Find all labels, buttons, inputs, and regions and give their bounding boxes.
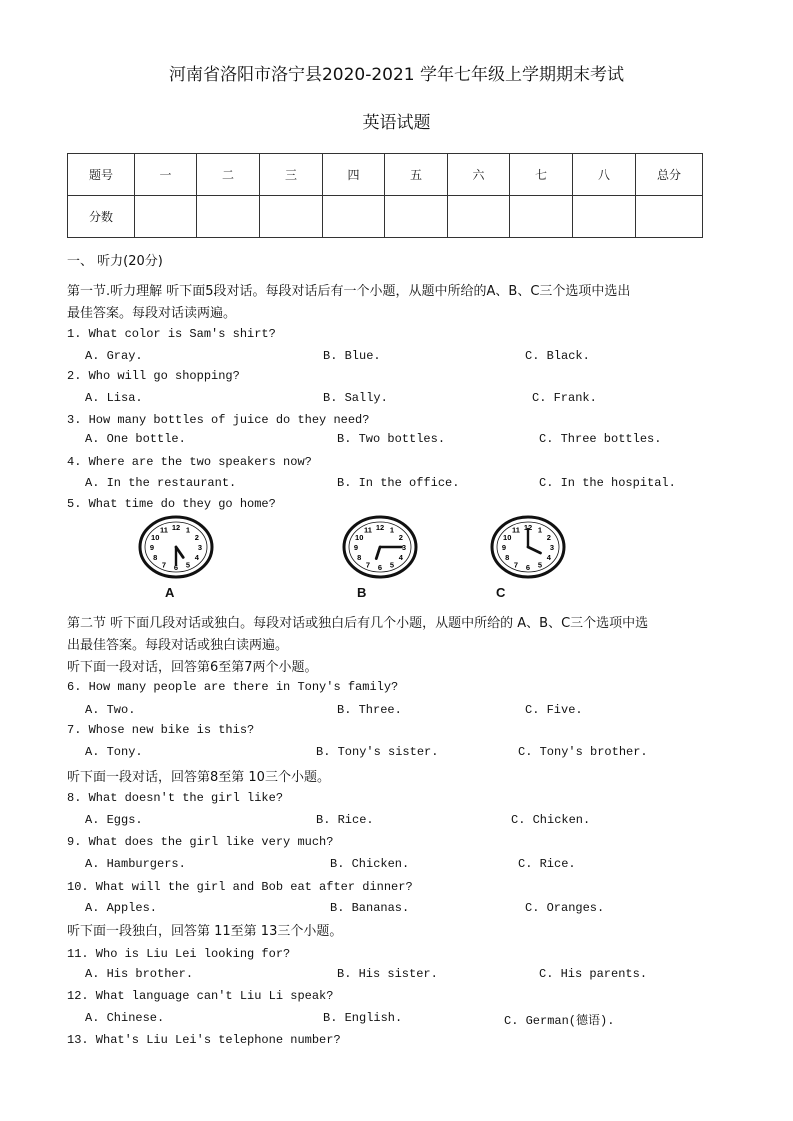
- score-input-cell: [573, 196, 636, 238]
- score-input-cell: [197, 196, 260, 238]
- clock-numeral: 4: [398, 553, 403, 562]
- option-2b: B. Sally.: [323, 391, 388, 405]
- clock-hour-hand: [376, 547, 380, 559]
- question-3: 3. How many bottles of juice do they need?: [67, 413, 370, 427]
- option-9c: C. Rice.: [518, 857, 576, 871]
- clock-numeral: 12: [375, 523, 385, 532]
- clock-numeral: 9: [149, 543, 155, 552]
- score-input-cell: [385, 196, 448, 238]
- score-header-cell: 总分: [636, 154, 703, 196]
- clock-c-icon: [488, 512, 568, 582]
- score-input-cell: [448, 196, 510, 238]
- option-4c: C. In the hospital.: [539, 476, 676, 490]
- clock-numeral: 9: [501, 543, 507, 552]
- score-input-cell: [260, 196, 323, 238]
- score-header-cell: 八: [573, 154, 636, 196]
- clock-numeral: 7: [513, 560, 519, 570]
- option-1b: B. Blue.: [323, 349, 381, 363]
- question-5: 5. What time do they go home?: [67, 497, 276, 511]
- score-header-cell: 题号: [68, 154, 135, 196]
- score-header-cell: 四: [323, 154, 385, 196]
- score-table-score-row: [68, 196, 703, 238]
- clock-numeral: 1: [389, 525, 395, 535]
- option-2c: C. Frank.: [532, 391, 597, 405]
- question-6: 6. How many people are there in Tony's family?: [67, 680, 399, 694]
- instructions-part2-line2: 出最佳答案。每段对话或独白读两遍。: [67, 638, 289, 653]
- clock-numeral: 12: [171, 523, 181, 532]
- clock-numeral: 11: [160, 525, 168, 535]
- clock-numeral: 11: [512, 525, 520, 535]
- score-header-cell: 七: [510, 154, 573, 196]
- option-8a: A. Eggs.: [85, 813, 143, 827]
- instructions-8-10: 听下面一段对话，回答第8至第 10三个小题。: [67, 770, 330, 785]
- option-10c: C. Oranges.: [525, 901, 605, 915]
- clock-numeral: 8: [357, 553, 362, 562]
- question-12: 12. What language can't Liu Li speak?: [67, 989, 334, 1003]
- instructions-part2-line1: 第二节 听下面几段对话或独白。每段对话或独白后有几个小题，从题中所给的 A、B、C三个选项中选: [67, 616, 649, 631]
- option-7b: B. Tony's sister.: [316, 745, 439, 759]
- option-8b: B. Rice.: [316, 813, 374, 827]
- instructions-11-13: 听下面一段独白，回答第 11至第 13三个小题。: [67, 924, 343, 939]
- score-input-cell: [510, 196, 573, 238]
- clock-numeral: 7: [365, 560, 371, 570]
- option-3b: B. Two bottles.: [337, 432, 446, 446]
- option-11a: A. His brother.: [85, 967, 194, 981]
- clock-numeral: 1: [537, 525, 543, 535]
- question-1: 1. What color is Sam's shirt?: [67, 327, 276, 341]
- score-row-label: 分数: [68, 196, 135, 238]
- clock-numeral: 2: [398, 533, 403, 542]
- option-4a: A. In the restaurant.: [85, 476, 237, 490]
- option-5c: C: [496, 585, 506, 600]
- option-4b: B. In the office.: [337, 476, 460, 490]
- option-5a: A: [165, 585, 175, 600]
- option-9b: B. Chicken.: [330, 857, 410, 871]
- option-3a: A. One bottle.: [85, 432, 186, 446]
- option-1c: C. Black.: [525, 349, 590, 363]
- option-5b: B: [357, 585, 367, 600]
- instructions-part1-line2: 最佳答案。每段对话读两遍。: [67, 306, 237, 321]
- option-1a: A. Gray.: [85, 349, 143, 363]
- clock-numeral: 5: [537, 560, 543, 570]
- option-7a: A. Tony.: [85, 745, 143, 759]
- clock-numeral: 6: [173, 563, 179, 572]
- score-header-cell: 二: [197, 154, 260, 196]
- section-heading: 一、 听力(20分): [67, 254, 163, 269]
- clock-numeral: 10: [355, 533, 364, 542]
- clock-numeral: 12: [523, 523, 533, 532]
- clock-numeral: 8: [153, 553, 158, 562]
- clock-numeral: 8: [505, 553, 510, 562]
- option-10a: A. Apples.: [85, 901, 158, 915]
- score-table-header-row: [68, 154, 703, 196]
- clock-numeral: 2: [194, 533, 199, 542]
- option-12b: B. English.: [323, 1011, 403, 1025]
- clock-numeral: 5: [389, 560, 395, 570]
- page-title: 河南省洛阳市洛宁县2020-2021 学年七年级上学期期末考试: [168, 65, 625, 85]
- instructions-part1-line1: 第一节.听力理解 听下面5段对话。每段对话后有一个小题，从题中所给的A、B、C三个选项中选出: [67, 284, 631, 299]
- clock-numeral: 3: [197, 543, 203, 552]
- score-header-cell: 五: [385, 154, 448, 196]
- option-6a: A. Two.: [85, 703, 136, 717]
- option-10b: B. Bananas.: [330, 901, 410, 915]
- clock-numeral: 6: [525, 563, 531, 572]
- clock-numeral: 3: [401, 543, 407, 552]
- clock-b-icon: [340, 512, 420, 582]
- instructions-6-7: 听下面一段对话，回答第6至第7两个小题。: [67, 660, 318, 675]
- clock-numeral: 7: [161, 560, 167, 570]
- clock-numeral: 2: [546, 533, 551, 542]
- score-table: [67, 153, 703, 238]
- option-3c: C. Three bottles.: [539, 432, 662, 446]
- question-10: 10. What will the girl and Bob eat after dinner?: [67, 880, 413, 894]
- clock-numeral: 10: [151, 533, 160, 542]
- option-6b: B. Three.: [337, 703, 402, 717]
- clock-numeral: 10: [503, 533, 512, 542]
- clock-numeral: 11: [364, 525, 372, 535]
- score-input-cell: [135, 196, 197, 238]
- question-8: 8. What doesn't the girl like?: [67, 791, 284, 805]
- option-11c: C. His parents.: [539, 967, 648, 981]
- option-2a: A. Lisa.: [85, 391, 143, 405]
- clock-hour-hand: [528, 547, 540, 553]
- option-12a: A. Chinese.: [85, 1011, 165, 1025]
- clock-numeral: 4: [546, 553, 551, 562]
- option-12c: C. German(德语).: [504, 1014, 615, 1028]
- option-8c: C. Chicken.: [511, 813, 591, 827]
- clock-numeral: 5: [185, 560, 191, 570]
- score-input-cell: [636, 196, 703, 238]
- option-7c: C. Tony's brother.: [518, 745, 648, 759]
- option-9a: A. Hamburgers.: [85, 857, 186, 871]
- score-header-cell: 一: [135, 154, 197, 196]
- question-9: 9. What does the girl like very much?: [67, 835, 334, 849]
- clock-a-icon: [136, 512, 216, 582]
- question-13: 13. What's Liu Lei's telephone number?: [67, 1033, 341, 1047]
- clock-numeral: 6: [377, 563, 383, 572]
- question-7: 7. Whose new bike is this?: [67, 723, 255, 737]
- option-6c: C. Five.: [525, 703, 583, 717]
- clock-numeral: 1: [185, 525, 191, 535]
- page-subtitle: 英语试题: [362, 113, 431, 133]
- clock-numeral: 3: [549, 543, 555, 552]
- question-11: 11. Who is Liu Lei looking for?: [67, 947, 291, 961]
- question-2: 2. Who will go shopping?: [67, 369, 240, 383]
- clock-numeral: 9: [353, 543, 359, 552]
- score-header-cell: 三: [260, 154, 323, 196]
- score-input-cell: [323, 196, 385, 238]
- question-4: 4. Where are the two speakers now?: [67, 455, 312, 469]
- clock-numeral: 4: [194, 553, 199, 562]
- score-header-cell: 六: [448, 154, 510, 196]
- option-11b: B. His sister.: [337, 967, 438, 981]
